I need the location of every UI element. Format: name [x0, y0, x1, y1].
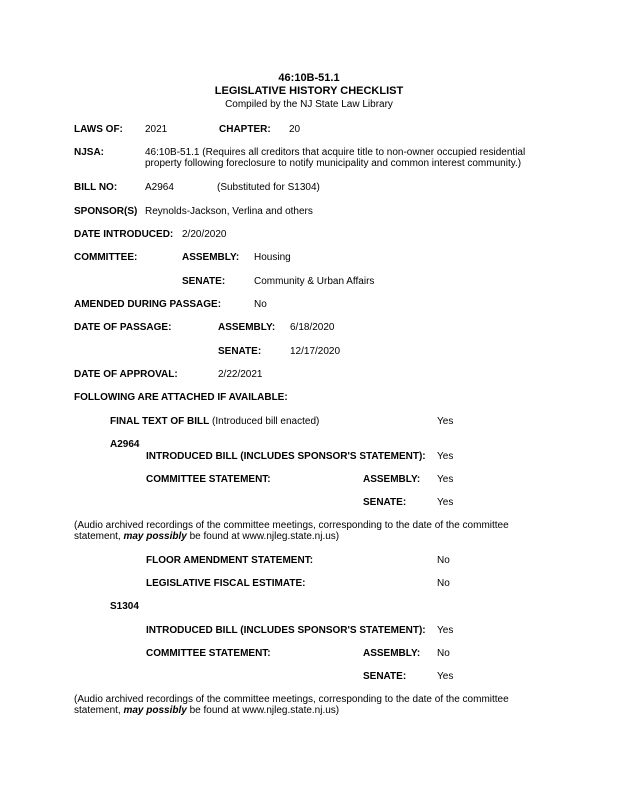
date-introduced-value: 2/20/2020: [182, 229, 227, 240]
njsa-description-line2: property following foreclosure to notify municipality and common interest community.): [145, 158, 522, 169]
final-text-row: [110, 416, 319, 428]
statute-code: 46:10B-51.1: [278, 72, 340, 84]
approval-value: 2/22/2021: [218, 369, 263, 380]
final-text-value: Yes: [437, 416, 454, 427]
s1304-introduced-label: INTRODUCED BILL (INCLUDES SPONSOR'S STATEMENT):: [146, 625, 426, 636]
approval-label: DATE OF APPROVAL:: [74, 369, 178, 380]
a2964-audio-note-line1: (Audio archived recordings of the committee meetings, corresponding to the date of the committee: [74, 520, 509, 531]
sponsors-label: SPONSOR(S): [74, 206, 138, 217]
a2964-introduced-label: INTRODUCED BILL (INCLUDES SPONSOR'S STATEMENT):: [146, 451, 426, 462]
s1304-audio-pre: statement,: [74, 705, 124, 716]
passage-assembly-label: ASSEMBLY:: [218, 322, 276, 333]
page-title: LEGISLATIVE HISTORY CHECKLIST: [214, 85, 404, 97]
fiscal-estimate-value: No: [437, 578, 450, 589]
passage-senate-label: SENATE:: [218, 346, 262, 357]
floor-amendment-value: No: [437, 555, 450, 566]
fiscal-estimate-label: LEGISLATIVE FISCAL ESTIMATE:: [146, 578, 306, 589]
njsa-label: NJSA:: [74, 147, 105, 158]
a2964-committee-label: COMMITTEE STATEMENT:: [146, 474, 271, 485]
attachments-heading: FOLLOWING ARE ATTACHED IF AVAILABLE:: [74, 392, 288, 403]
committee-label: COMMITTEE:: [74, 252, 138, 263]
committee-assembly-label: ASSEMBLY:: [182, 252, 240, 263]
a2964-audio-note-line2: [74, 531, 339, 543]
passage-senate-value: 12/17/2020: [290, 346, 341, 357]
a2964-assembly-value: Yes: [437, 474, 454, 485]
floor-amendment-label: FLOOR AMENDMENT STATEMENT:: [146, 555, 314, 566]
s1304-audio-note-line2: [74, 705, 339, 717]
committee-senate-label: SENATE:: [182, 276, 226, 287]
bill-no-label: BILL NO:: [74, 182, 118, 193]
s1304-senate-label: SENATE:: [363, 671, 407, 682]
bill-no-value: A2964: [145, 182, 174, 193]
s1304-introduced-value: Yes: [437, 625, 454, 636]
passage-assembly-value: 6/18/2020: [290, 322, 335, 333]
a2964-assembly-label: ASSEMBLY:: [363, 474, 421, 485]
s1304-heading: S1304: [110, 601, 139, 612]
a2964-audio-emphasis: may possibly: [123, 531, 187, 542]
committee-assembly-value: Housing: [254, 252, 291, 263]
s1304-committee-label: COMMITTEE STATEMENT:: [146, 648, 271, 659]
s1304-audio-note-line1: (Audio archived recordings of the committee meetings, corresponding to the date of the committee: [74, 694, 509, 705]
committee-senate-value: Community & Urban Affairs: [254, 276, 375, 287]
njsa-description-line1: 46:10B-51.1 (Requires all creditors that acquire title to non-owner occupied residential: [145, 147, 526, 158]
a2964-audio-pre: statement,: [74, 531, 124, 542]
compiled-by: Compiled by the NJ State Law Library: [225, 99, 393, 110]
date-introduced-label: DATE INTRODUCED:: [74, 229, 174, 240]
amended-value: No: [254, 299, 267, 310]
chapter-value: 20: [289, 124, 301, 135]
final-text-label: FINAL TEXT OF BILL: [110, 416, 210, 427]
final-text-note: (Introduced bill enacted): [212, 416, 320, 427]
s1304-assembly-value: No: [437, 648, 450, 659]
a2964-introduced-value: Yes: [437, 451, 454, 462]
s1304-senate-value: Yes: [437, 671, 454, 682]
bill-substitution-note: (Substituted for S1304): [217, 182, 320, 193]
laws-of-value: 2021: [145, 124, 168, 135]
laws-of-label: LAWS OF:: [74, 124, 123, 135]
a2964-heading: A2964: [110, 439, 140, 450]
s1304-assembly-label: ASSEMBLY:: [363, 648, 421, 659]
s1304-audio-emphasis: may possibly: [123, 705, 187, 716]
chapter-label: CHAPTER:: [219, 124, 271, 135]
amended-label: AMENDED DURING PASSAGE:: [74, 299, 222, 310]
a2964-audio-post: be found at www.njleg.state.nj.us): [186, 531, 340, 542]
a2964-senate-value: Yes: [437, 497, 454, 508]
s1304-audio-post: be found at www.njleg.state.nj.us): [186, 705, 340, 716]
sponsors-value: Reynolds-Jackson, Verlina and others: [145, 206, 313, 217]
a2964-senate-label: SENATE:: [363, 497, 407, 508]
passage-label: DATE OF PASSAGE:: [74, 322, 172, 333]
